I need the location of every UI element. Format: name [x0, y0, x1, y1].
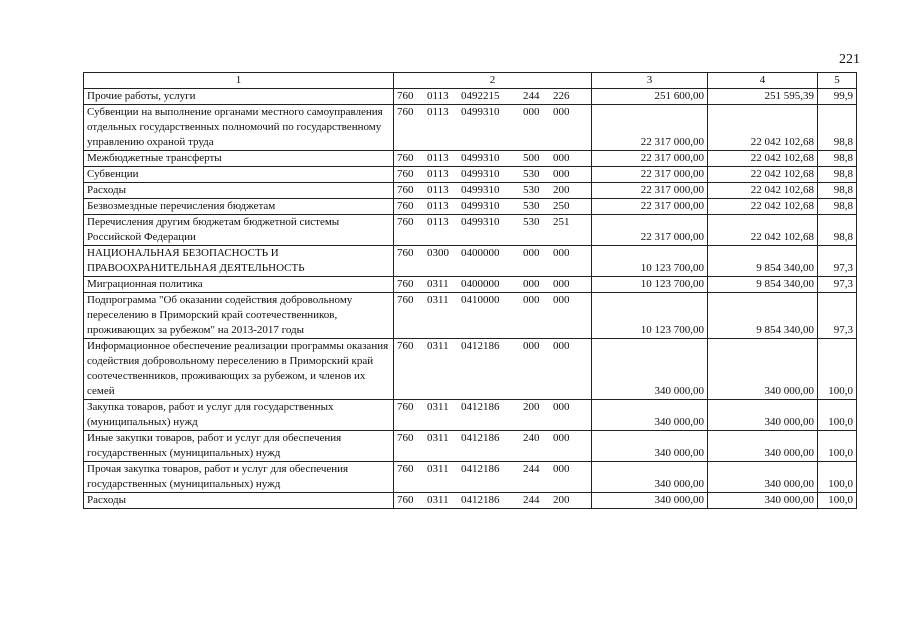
code-part: 0410000	[461, 294, 500, 306]
row-fact: 251 595,39	[708, 89, 818, 105]
row-codes	[394, 431, 592, 462]
row-fact: 22 042 102,68	[708, 215, 818, 246]
code-part: 760	[397, 106, 414, 118]
row-plan: 340 000,00	[592, 431, 708, 462]
row-percent: 100,0	[818, 431, 857, 462]
code-part: 530	[523, 184, 540, 196]
code-part: 000	[553, 106, 570, 118]
table-row	[84, 246, 857, 277]
code-part: 760	[397, 340, 414, 352]
code-part: 760	[397, 432, 414, 444]
code-part: 251	[553, 216, 570, 228]
row-plan: 22 317 000,00	[592, 199, 708, 215]
header-col-5: 5	[818, 73, 857, 89]
code-part: 0311	[427, 340, 449, 352]
row-codes	[394, 151, 592, 167]
page-number: 221	[839, 52, 860, 67]
code-part: 000	[523, 247, 540, 259]
row-codes	[394, 167, 592, 183]
code-part: 000	[553, 401, 570, 413]
table-row	[84, 89, 857, 105]
code-part: 760	[397, 90, 414, 102]
code-part: 0113	[427, 200, 449, 212]
row-codes	[394, 246, 592, 277]
code-part: 760	[397, 247, 414, 259]
code-part: 0311	[427, 463, 449, 475]
table-row	[84, 105, 857, 151]
code-part: 760	[397, 216, 414, 228]
header-col-4: 4	[708, 73, 818, 89]
row-plan: 10 123 700,00	[592, 293, 708, 339]
header-col-2: 2	[394, 73, 592, 89]
row-plan: 22 317 000,00	[592, 215, 708, 246]
row-fact: 22 042 102,68	[708, 105, 818, 151]
code-part: 000	[523, 294, 540, 306]
table-row	[84, 167, 857, 183]
code-part: 0311	[427, 494, 449, 506]
row-percent: 100,0	[818, 493, 857, 509]
code-part: 530	[523, 200, 540, 212]
code-part: 000	[553, 340, 570, 352]
table-row	[84, 400, 857, 431]
row-codes	[394, 277, 592, 293]
code-part: 250	[553, 200, 570, 212]
row-fact: 22 042 102,68	[708, 167, 818, 183]
code-part: 530	[523, 168, 540, 180]
row-percent: 98,8	[818, 215, 857, 246]
row-percent: 97,3	[818, 293, 857, 339]
code-part: 244	[523, 494, 540, 506]
header-col-1: 1	[84, 73, 394, 89]
table-row	[84, 462, 857, 493]
row-percent: 98,8	[818, 199, 857, 215]
code-part: 0311	[427, 294, 449, 306]
code-part: 000	[553, 463, 570, 475]
row-fact: 22 042 102,68	[708, 199, 818, 215]
code-part: 0113	[427, 90, 449, 102]
row-plan: 340 000,00	[592, 493, 708, 509]
row-fact: 9 854 340,00	[708, 293, 818, 339]
code-part: 0400000	[461, 247, 500, 259]
code-part: 244	[523, 90, 540, 102]
row-fact: 340 000,00	[708, 339, 818, 400]
code-part: 0412186	[461, 494, 500, 506]
code-part: 000	[553, 278, 570, 290]
code-part: 500	[523, 152, 540, 164]
code-part: 000	[553, 294, 570, 306]
row-percent: 100,0	[818, 400, 857, 431]
code-part: 000	[523, 278, 540, 290]
code-part: 200	[553, 494, 570, 506]
row-plan: 10 123 700,00	[592, 277, 708, 293]
row-fact: 9 854 340,00	[708, 277, 818, 293]
code-part: 760	[397, 168, 414, 180]
code-part: 760	[397, 401, 414, 413]
code-part: 200	[553, 184, 570, 196]
code-part: 0499310	[461, 200, 500, 212]
code-part: 000	[523, 340, 540, 352]
row-plan: 22 317 000,00	[592, 183, 708, 199]
table-row	[84, 151, 857, 167]
code-part: 760	[397, 278, 414, 290]
row-plan: 251 600,00	[592, 89, 708, 105]
table-row	[84, 293, 857, 339]
row-name: НАЦИОНАЛЬНАЯ БЕЗОПАСНОСТЬ И ПРАВООХРАНИТЕЛЬНАЯ ДЕЯТЕЛЬНОСТЬ	[84, 246, 394, 277]
code-part: 760	[397, 294, 414, 306]
code-part: 0499310	[461, 168, 500, 180]
code-part: 760	[397, 152, 414, 164]
table-row	[84, 183, 857, 199]
row-codes	[394, 105, 592, 151]
row-name: Субвенции	[84, 167, 394, 183]
code-part: 0300	[427, 247, 449, 259]
code-part: 0113	[427, 184, 449, 196]
row-name: Перечисления другим бюджетам бюджетной системы Российской Федерации	[84, 215, 394, 246]
row-percent: 98,8	[818, 167, 857, 183]
row-fact: 340 000,00	[708, 400, 818, 431]
code-part: 000	[553, 168, 570, 180]
budget-table	[83, 72, 857, 509]
row-fact: 340 000,00	[708, 431, 818, 462]
row-codes	[394, 339, 592, 400]
row-name: Информационное обеспечение реализации программы оказания содействия добровольному переселению в Приморский край соотечественников, проживающих за рубежом, и членов их семей	[84, 339, 394, 400]
row-percent: 97,3	[818, 246, 857, 277]
row-codes	[394, 215, 592, 246]
code-part: 760	[397, 200, 414, 212]
row-plan: 340 000,00	[592, 339, 708, 400]
code-part: 0311	[427, 278, 449, 290]
row-codes	[394, 89, 592, 105]
code-part: 000	[523, 106, 540, 118]
code-part: 226	[553, 90, 570, 102]
row-plan: 22 317 000,00	[592, 167, 708, 183]
row-name: Расходы	[84, 183, 394, 199]
header-row	[84, 73, 857, 89]
row-plan: 10 123 700,00	[592, 246, 708, 277]
code-part: 0412186	[461, 340, 500, 352]
code-part: 240	[523, 432, 540, 444]
row-name: Прочие работы, услуги	[84, 89, 394, 105]
code-part: 0311	[427, 432, 449, 444]
table-row	[84, 339, 857, 400]
row-name: Прочая закупка товаров, работ и услуг для обеспечения государственных (муниципальных) нужд	[84, 462, 394, 493]
code-part: 200	[523, 401, 540, 413]
code-part: 0412186	[461, 432, 500, 444]
row-fact: 340 000,00	[708, 493, 818, 509]
row-name: Закупка товаров, работ и услуг для государственных (муниципальных) нужд	[84, 400, 394, 431]
row-name: Межбюджетные трансферты	[84, 151, 394, 167]
table-row	[84, 277, 857, 293]
table-row	[84, 493, 857, 509]
code-part: 0113	[427, 168, 449, 180]
row-name: Безвозмездные перечисления бюджетам	[84, 199, 394, 215]
row-name: Субвенции на выполнение органами местного самоуправления отдельных государственных полномочий по государственному управлению охраной труда	[84, 105, 394, 151]
code-part: 0499310	[461, 216, 500, 228]
row-fact: 22 042 102,68	[708, 183, 818, 199]
code-part: 0492215	[461, 90, 500, 102]
row-plan: 340 000,00	[592, 400, 708, 431]
code-part: 760	[397, 184, 414, 196]
row-plan: 340 000,00	[592, 462, 708, 493]
row-codes	[394, 462, 592, 493]
row-name: Подпрограмма "Об оказании содействия добровольному переселению в Приморский край соотечественников, проживающих за рубежом" на 2013-2017 годы	[84, 293, 394, 339]
row-fact: 9 854 340,00	[708, 246, 818, 277]
row-plan: 22 317 000,00	[592, 105, 708, 151]
code-part: 0311	[427, 401, 449, 413]
row-codes	[394, 199, 592, 215]
row-percent: 99,9	[818, 89, 857, 105]
table-row	[84, 431, 857, 462]
code-part: 000	[553, 247, 570, 259]
row-codes	[394, 400, 592, 431]
table-row	[84, 199, 857, 215]
row-percent: 98,8	[818, 151, 857, 167]
code-part: 000	[553, 152, 570, 164]
code-part: 0113	[427, 106, 449, 118]
row-codes	[394, 493, 592, 509]
code-part: 0499310	[461, 106, 500, 118]
row-name: Миграционная политика	[84, 277, 394, 293]
row-codes	[394, 183, 592, 199]
row-percent: 100,0	[818, 462, 857, 493]
header-col-3: 3	[592, 73, 708, 89]
code-part: 0499310	[461, 152, 500, 164]
code-part: 0412186	[461, 401, 500, 413]
code-part: 530	[523, 216, 540, 228]
code-part: 0113	[427, 216, 449, 228]
row-percent: 98,8	[818, 183, 857, 199]
code-part: 760	[397, 463, 414, 475]
table-row	[84, 215, 857, 246]
code-part: 760	[397, 494, 414, 506]
row-percent: 97,3	[818, 277, 857, 293]
code-part: 0113	[427, 152, 449, 164]
code-part: 0412186	[461, 463, 500, 475]
row-percent: 98,8	[818, 105, 857, 151]
row-codes	[394, 293, 592, 339]
row-fact: 340 000,00	[708, 462, 818, 493]
code-part: 244	[523, 463, 540, 475]
row-name: Иные закупки товаров, работ и услуг для обеспечения государственных (муниципальных) нужд	[84, 431, 394, 462]
code-part: 000	[553, 432, 570, 444]
row-percent: 100,0	[818, 339, 857, 400]
row-fact: 22 042 102,68	[708, 151, 818, 167]
row-plan: 22 317 000,00	[592, 151, 708, 167]
code-part: 0400000	[461, 278, 500, 290]
code-part: 0499310	[461, 184, 500, 196]
row-name: Расходы	[84, 493, 394, 509]
